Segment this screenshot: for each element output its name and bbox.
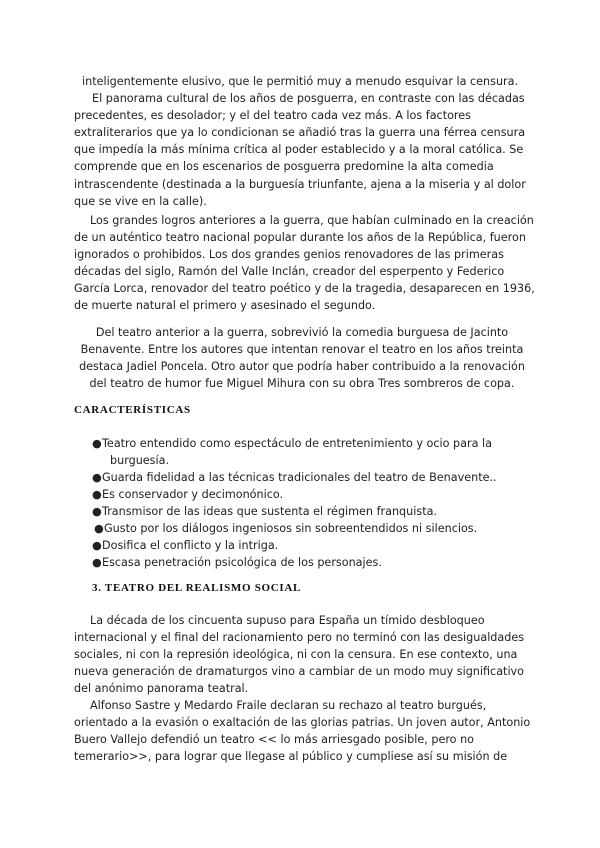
bullet-icon: ● [92, 539, 102, 552]
realismo-line: nueva generación de dramaturgos vino a cambiar de un modo muy significativo [74, 665, 525, 679]
posguerra-line: El panorama cultural de los años de posguerra, en contraste con las décadas [92, 92, 525, 106]
realismo-line: temerario>>, para lograr que llegase al público y cumpliese así su misión de [74, 750, 508, 764]
list-item-text: Es conservador y decimonónico. [102, 488, 284, 501]
logros-line: García Lorca, renovador del teatro poético y de la tragedia, desaparecen en 1936, [74, 282, 535, 296]
benavente-line: destaca Jadiel Poncela. Otro autor que podría haber contribuido a la renovación [79, 360, 525, 374]
realismo-line: internacional y el final del racionamiento pero no terminó con las desigualdades [74, 631, 525, 645]
logros-line: ignorados o prohibidos. Los dos grandes genios renovadores de las primeras [74, 248, 504, 262]
bullet-icon: ● [94, 522, 104, 535]
benavente-line: del teatro de humor fue Miguel Mihura con su obra Tres sombreros de copa. [89, 377, 515, 391]
realismo-line: La década de los cincuenta supuso para España un tímido desbloqueo [90, 614, 485, 627]
list-item [92, 486, 532, 503]
posguerra-line: intrascendente (destinada a la burguesía triunfante, ajena a la miseria y al dolor [74, 177, 526, 191]
benavente-line: Del teatro anterior a la guerra, sobrevivió la comedia burguesa de Jacinto [95, 326, 509, 339]
posguerra-line: precedentes, es desolador; y el del teatro cada vez más. A los factores [74, 109, 471, 123]
list-item [92, 520, 532, 537]
realismo-line: Alfonso Sastre y Medardo Fraile declaran su rechazo al teatro burgués, [90, 699, 487, 712]
logros-line: décadas del siglo, Ramón del Valle Inclán, creador del esperpento y Federico [74, 265, 505, 279]
logros-line: de un auténtico teatro nacional popular durante los años de la República, fueron [74, 231, 526, 245]
list-item [92, 503, 532, 520]
benavente-line: Benavente. Entre los autores que intentan renovar el teatro en los años treinta [80, 343, 524, 357]
realismo-paragraph-2 [74, 697, 530, 765]
list-item-text: Gusto por los diálogos ingeniosos sin sobreentendidos ni silencios. [104, 522, 478, 535]
list-item [92, 435, 532, 469]
posguerra-line: que se vive en la calle). [74, 194, 207, 208]
bullet-icon: ● [92, 437, 102, 450]
bullet-icon: ● [92, 471, 102, 484]
bullet-icon: ● [92, 556, 102, 569]
list-item [92, 554, 532, 571]
logros-line: de muerte natural el primero y asesinado el segundo. [74, 299, 376, 313]
realismo-heading: 3. TEATRO DEL REALISMO SOCIAL [92, 582, 302, 594]
list-item-text: Dosifica el conflicto y la intriga. [102, 539, 279, 552]
intro-line: inteligentemente elusivo, que le permitió muy a menudo esquivar la censura. [82, 75, 519, 88]
realismo-line: orientado a la evasión o exaltación de las glorias patrias. Un joven autor, Antonio [74, 716, 531, 730]
caracteristicas-heading: CARACTERÍSTICAS [74, 404, 191, 416]
realismo-line: del anónimo panorama teatral. [74, 682, 249, 696]
intro-paragraph [74, 73, 530, 210]
list-item-text: Teatro entendido como espectáculo de entretenimiento y ocio para la [102, 437, 492, 450]
bullet-icon: ● [92, 488, 102, 501]
posguerra-line: comprende que en los escenarios de posguerra predomine la alta comedia [74, 160, 494, 174]
list-item [92, 537, 532, 554]
caracteristicas-list [92, 435, 532, 571]
realismo-line: sociales, ni con la represión ideológica, ni con la censura. En ese contexto, una [74, 648, 518, 662]
list-item-text: Transmisor de las ideas que sustenta el régimen franquista. [102, 505, 437, 518]
realismo-paragraph-1 [74, 612, 530, 697]
posguerra-line: que impedía la más mínima crítica al poder establecido y a la moral católica. Se [74, 143, 524, 157]
logros-paragraph [74, 212, 535, 315]
realismo-line: Buero Vallejo defendió un teatro << lo más arriesgado posible, pero no [74, 733, 475, 747]
benavente-paragraph [74, 324, 530, 392]
posguerra-line: extraliterarios que ya lo condicionan se añadió tras la guerra una férrea censura [74, 126, 526, 140]
list-item-text: Escasa penetración psicológica de los personajes. [102, 556, 382, 569]
logros-line: Los grandes logros anteriores a la guerra, que habían culminado en la creación [90, 214, 534, 227]
bullet-icon: ● [92, 505, 102, 518]
list-item [92, 469, 532, 486]
list-item-text: burguesía. [110, 454, 170, 467]
list-item-text: Guarda fidelidad a las técnicas tradicionales del teatro de Benavente.. [102, 471, 497, 484]
